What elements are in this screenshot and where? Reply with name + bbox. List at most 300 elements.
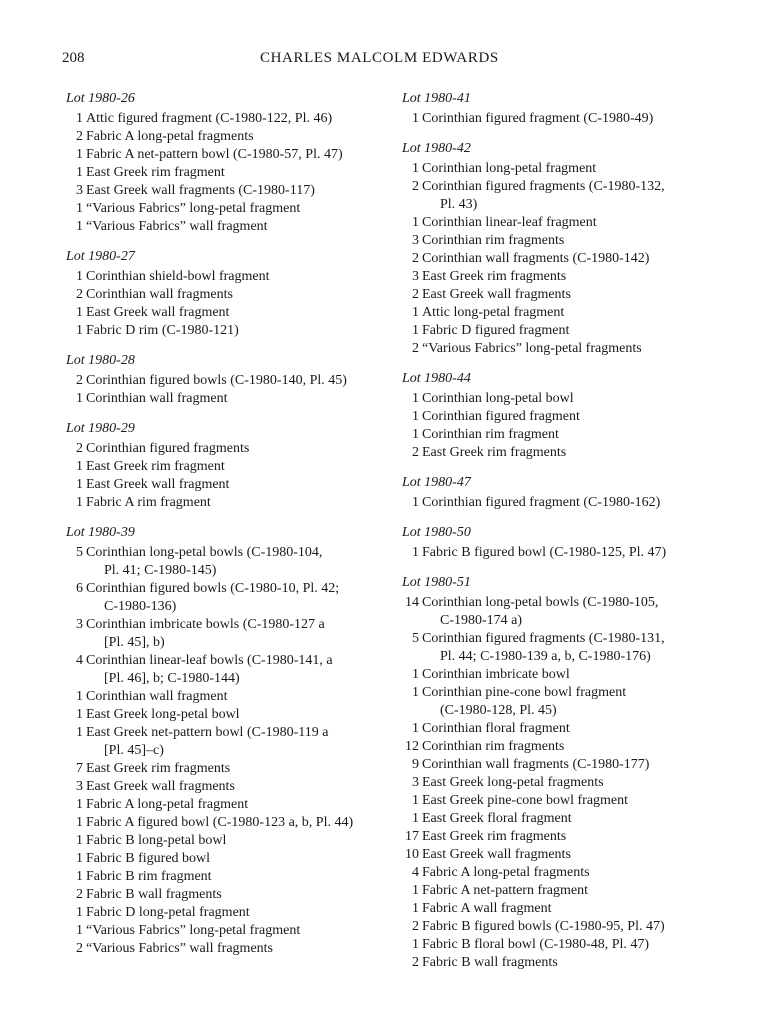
item-quantity: 1: [412, 323, 419, 338]
item-text: Corinthian wall fragment: [86, 391, 228, 406]
item-description: [422, 444, 702, 462]
item-quantity: 3: [412, 233, 419, 248]
item-continuation: [Pl. 45]–c): [104, 743, 164, 758]
item-text: Corinthian wall fragments (C-1980-142): [422, 251, 650, 266]
lot-item: [402, 738, 702, 756]
item-quantity: 1: [412, 545, 419, 560]
item-quantity: 3: [76, 617, 83, 632]
item-quantity: 1: [76, 851, 83, 866]
item-text: “Various Fabrics” long-petal fragment: [86, 201, 301, 216]
item-text: Fabric D rim (C-1980-121): [86, 323, 239, 338]
lot-item: [402, 954, 702, 972]
item-text: Fabric A rim fragment: [86, 495, 211, 510]
item-quantity: 1: [76, 815, 83, 830]
item-text: East Greek rim fragments: [422, 445, 567, 460]
lot-item: [66, 440, 386, 458]
item-text: Corinthian long-petal fragment: [422, 161, 597, 176]
item-description: [422, 810, 702, 828]
item-quantity: 5: [412, 631, 419, 646]
item-description: [422, 882, 702, 900]
item-description: [86, 832, 386, 850]
item-description: [86, 494, 386, 512]
lot-item: [66, 304, 386, 322]
item-text: Corinthian pine-cone bowl fragment: [422, 685, 627, 700]
item-description: [422, 340, 702, 358]
item-continuation: Pl. 41; C-1980-145): [104, 563, 217, 578]
lot-item: [66, 128, 386, 146]
lot-section: [66, 352, 386, 408]
item-quantity: 1: [412, 685, 419, 700]
item-text: Fabric A long-petal fragments: [422, 865, 590, 880]
lot-item: [402, 426, 702, 444]
item-description: [422, 286, 702, 304]
lot-item: [66, 286, 386, 304]
item-description: [422, 322, 702, 340]
item-text: Corinthian figured bowls (C-1980-10, Pl. 42;: [86, 581, 340, 596]
lot-title: Lot 1980-29: [66, 421, 135, 436]
item-text: East Greek rim fragment: [86, 459, 225, 474]
item-quantity: 4: [412, 865, 419, 880]
lot-item: [66, 458, 386, 476]
item-quantity: 2: [76, 287, 83, 302]
item-quantity: 1: [412, 409, 419, 424]
item-quantity: 1: [412, 495, 419, 510]
item-description: [86, 128, 386, 146]
item-description: [422, 268, 702, 286]
item-quantity: 2: [412, 287, 419, 302]
item-description: [86, 110, 386, 128]
lot-item-list: [402, 594, 702, 972]
lot-item: [66, 616, 386, 652]
lot-item: [402, 322, 702, 340]
item-text: Corinthian imbricate bowl: [422, 667, 570, 682]
item-description: [422, 594, 702, 630]
lot-item: [402, 250, 702, 268]
lot-item: [66, 146, 386, 164]
item-quantity: 1: [76, 689, 83, 704]
item-description: [86, 904, 386, 922]
item-text: Fabric B wall fragments: [86, 887, 222, 902]
item-text: East Greek long-petal bowl: [86, 707, 240, 722]
item-description: [86, 760, 386, 778]
item-text: Corinthian long-petal bowls (C-1980-105,: [422, 595, 659, 610]
lot-item: [66, 688, 386, 706]
item-description: [422, 232, 702, 250]
lot-section: [402, 370, 702, 462]
item-text: Fabric B floral bowl (C-1980-48, Pl. 47): [422, 937, 650, 952]
item-quantity: 1: [76, 923, 83, 938]
item-quantity: 1: [412, 111, 419, 126]
item-description: [422, 390, 702, 408]
lot-item: [66, 580, 386, 616]
item-quantity: 1: [412, 811, 419, 826]
item-quantity: 1: [76, 869, 83, 884]
item-continuation: [Pl. 46], b; C-1980-144): [104, 671, 240, 686]
item-text: Fabric B figured bowl: [86, 851, 211, 866]
item-continuation: Pl. 44; C-1980-139 a, b, C-1980-176): [440, 649, 651, 664]
lot-item-list: [402, 160, 702, 358]
lot-title: Lot 1980-51: [402, 575, 471, 590]
item-text: Fabric B figured bowl (C-1980-125, Pl. 47): [422, 545, 667, 560]
item-text: Fabric D figured fragment: [422, 323, 570, 338]
item-description: [422, 774, 702, 792]
item-quantity: 1: [76, 323, 83, 338]
item-description: [86, 886, 386, 904]
item-text: Corinthian linear-leaf fragment: [422, 215, 597, 230]
item-quantity: 1: [76, 269, 83, 284]
item-description: [422, 864, 702, 882]
lot-item-list: [402, 390, 702, 462]
item-text: East Greek rim fragments: [422, 829, 567, 844]
item-text: Corinthian long-petal bowl: [422, 391, 574, 406]
item-quantity: 2: [412, 251, 419, 266]
item-description: [422, 900, 702, 918]
item-text: East Greek wall fragment: [86, 477, 230, 492]
lot-item: [66, 904, 386, 922]
item-description: [86, 850, 386, 868]
item-text: Fabric A wall fragment: [422, 901, 552, 916]
item-text: Corinthian figured fragments: [86, 441, 250, 456]
item-quantity: 17: [405, 829, 419, 844]
item-description: [86, 200, 386, 218]
item-quantity: 7: [76, 761, 83, 776]
item-continuation: (C-1980-128, Pl. 45): [440, 703, 557, 718]
item-text: Corinthian figured bowls (C-1980-140, Pl. 45): [86, 373, 347, 388]
item-quantity: 1: [76, 391, 83, 406]
item-description: [422, 494, 702, 512]
lot-item: [402, 810, 702, 828]
item-quantity: 1: [76, 797, 83, 812]
lot-section: [66, 420, 386, 512]
item-quantity: 1: [76, 111, 83, 126]
item-text: “Various Fabrics” long-petal fragment: [86, 923, 301, 938]
lot-item: [66, 940, 386, 958]
item-quantity: 5: [76, 545, 83, 560]
item-text: Corinthian figured fragment: [422, 409, 580, 424]
item-description: [86, 652, 386, 688]
item-text: Attic long-petal fragment: [422, 305, 565, 320]
lot-item: [402, 544, 702, 562]
item-text: Corinthian figured fragment (C-1980-49): [422, 111, 654, 126]
item-quantity: 1: [412, 721, 419, 736]
item-description: [422, 828, 702, 846]
item-quantity: 2: [76, 941, 83, 956]
lot-item: [402, 684, 702, 720]
lot-item: [402, 882, 702, 900]
item-text: East Greek rim fragments: [422, 269, 567, 284]
item-quantity: 1: [412, 901, 419, 916]
lot-item: [66, 544, 386, 580]
lot-item: [66, 476, 386, 494]
item-description: [422, 426, 702, 444]
item-description: [86, 286, 386, 304]
item-quantity: 1: [412, 937, 419, 952]
lot-item: [66, 182, 386, 200]
item-description: [86, 268, 386, 286]
item-quantity: 1: [76, 201, 83, 216]
item-description: [422, 720, 702, 738]
lot-section: [66, 248, 386, 340]
lot-title: Lot 1980-47: [402, 475, 471, 490]
lot-item: [66, 814, 386, 832]
item-continuation: C-1980-174 a): [440, 613, 523, 628]
item-text: East Greek wall fragments (C-1980-117): [86, 183, 315, 198]
page-number: 208: [62, 50, 85, 66]
item-description: [422, 846, 702, 864]
lot-item: [402, 630, 702, 666]
item-description: [422, 214, 702, 232]
lot-section: [402, 140, 702, 358]
item-quantity: 3: [412, 775, 419, 790]
item-text: Fabric B long-petal bowl: [86, 833, 227, 848]
lot-title: Lot 1980-44: [402, 371, 471, 386]
item-text: “Various Fabrics” wall fragments: [86, 941, 273, 956]
item-text: East Greek wall fragments: [422, 847, 571, 862]
lot-section: [402, 90, 702, 128]
lot-item: [66, 268, 386, 286]
lot-item: [402, 214, 702, 232]
item-text: East Greek wall fragment: [86, 305, 230, 320]
item-quantity: 2: [412, 955, 419, 970]
lot-item: [66, 850, 386, 868]
item-text: Fabric A net-pattern fragment: [422, 883, 588, 898]
item-description: [86, 940, 386, 958]
lot-item-list: [66, 268, 386, 340]
item-description: [86, 796, 386, 814]
item-text: Fabric A figured bowl (C-1980-123 a, b, Pl. 44): [86, 815, 354, 830]
item-text: Corinthian floral fragment: [422, 721, 570, 736]
item-quantity: 12: [405, 739, 419, 754]
item-text: Corinthian long-petal bowls (C-1980-104,: [86, 545, 323, 560]
lot-item: [66, 724, 386, 760]
item-text: Corinthian wall fragments (C-1980-177): [422, 757, 650, 772]
lot-item-list: [66, 440, 386, 512]
item-description: [422, 684, 702, 720]
item-description: [86, 440, 386, 458]
lot-item: [66, 200, 386, 218]
lot-item: [402, 774, 702, 792]
item-description: [86, 724, 386, 760]
item-quantity: 1: [412, 215, 419, 230]
lot-title: Lot 1980-26: [66, 91, 135, 106]
lot-item: [402, 900, 702, 918]
item-continuation: Pl. 43): [440, 197, 478, 212]
item-text: East Greek pine-cone bowl fragment: [422, 793, 629, 808]
lot-item: [66, 796, 386, 814]
item-description: [86, 922, 386, 940]
item-quantity: 2: [76, 373, 83, 388]
item-description: [86, 458, 386, 476]
lot-item: [402, 232, 702, 250]
lot-title: Lot 1980-28: [66, 353, 135, 368]
item-quantity: 1: [76, 477, 83, 492]
item-text: Corinthian rim fragments: [422, 739, 565, 754]
lot-item: [66, 322, 386, 340]
item-text: East Greek floral fragment: [422, 811, 572, 826]
lot-section: [66, 90, 386, 236]
lot-item: [402, 304, 702, 322]
lot-item: [402, 286, 702, 304]
item-quantity: 1: [76, 147, 83, 162]
item-quantity: 2: [412, 179, 419, 194]
item-quantity: 10: [405, 847, 419, 862]
lot-item: [402, 494, 702, 512]
item-text: Fabric B figured bowls (C-1980-95, Pl. 47): [422, 919, 665, 934]
item-text: Corinthian rim fragment: [422, 427, 559, 442]
item-description: [422, 954, 702, 972]
item-quantity: 1: [412, 793, 419, 808]
lot-item: [66, 164, 386, 182]
item-quantity: 1: [412, 161, 419, 176]
item-description: [86, 868, 386, 886]
item-quantity: 2: [76, 441, 83, 456]
item-description: [422, 666, 702, 684]
item-description: [86, 814, 386, 832]
item-text: Corinthian linear-leaf bowls (C-1980-141, a: [86, 653, 333, 668]
item-quantity: 6: [76, 581, 83, 596]
item-description: [86, 580, 386, 616]
item-description: [86, 616, 386, 652]
item-description: [422, 756, 702, 774]
lot-item: [402, 408, 702, 426]
item-quantity: 4: [76, 653, 83, 668]
item-description: [422, 738, 702, 756]
lot-item: [66, 706, 386, 724]
lot-item: [66, 652, 386, 688]
item-text: East Greek long-petal fragments: [422, 775, 604, 790]
item-text: Fabric A long-petal fragments: [86, 129, 254, 144]
item-quantity: 1: [412, 883, 419, 898]
item-quantity: 3: [76, 779, 83, 794]
item-text: Corinthian wall fragment: [86, 689, 228, 704]
item-quantity: 1: [76, 165, 83, 180]
lot-item: [66, 390, 386, 408]
lot-item-list: [66, 110, 386, 236]
item-description: [86, 164, 386, 182]
item-text: Corinthian figured fragments (C-1980-132,: [422, 179, 665, 194]
item-description: [86, 476, 386, 494]
lot-title: Lot 1980-39: [66, 525, 135, 540]
item-text: Fabric B wall fragments: [422, 955, 558, 970]
item-description: [422, 178, 702, 214]
lot-item: [402, 666, 702, 684]
item-description: [86, 372, 386, 390]
item-description: [422, 792, 702, 810]
lot-section: [402, 524, 702, 562]
item-text: Corinthian imbricate bowls (C-1980-127 a: [86, 617, 325, 632]
lot-section: [402, 474, 702, 512]
item-quantity: 1: [412, 667, 419, 682]
lot-item: [402, 340, 702, 358]
item-text: Corinthian figured fragments (C-1980-131,: [422, 631, 665, 646]
lot-item-list: [66, 372, 386, 408]
lot-item: [402, 864, 702, 882]
lot-section: [402, 574, 702, 972]
item-continuation: C-1980-136): [104, 599, 177, 614]
item-description: [86, 688, 386, 706]
item-text: Corinthian figured fragment (C-1980-162): [422, 495, 661, 510]
lot-title: Lot 1980-50: [402, 525, 471, 540]
item-quantity: 14: [405, 595, 419, 610]
item-text: East Greek rim fragment: [86, 165, 225, 180]
lot-item: [402, 178, 702, 214]
lot-item: [402, 918, 702, 936]
lot-item: [402, 594, 702, 630]
item-quantity: 1: [76, 495, 83, 510]
lot-item: [402, 160, 702, 178]
lot-item: [66, 760, 386, 778]
left-column: [66, 90, 386, 970]
item-quantity: 1: [76, 905, 83, 920]
item-description: [422, 110, 702, 128]
lot-item: [66, 778, 386, 796]
item-description: [422, 630, 702, 666]
item-description: [86, 218, 386, 236]
item-text: Corinthian wall fragments: [86, 287, 233, 302]
item-quantity: 2: [412, 341, 419, 356]
lot-title: Lot 1980-42: [402, 141, 471, 156]
item-description: [86, 778, 386, 796]
item-continuation: [Pl. 45], b): [104, 635, 165, 650]
item-text: Fabric A net-pattern bowl (C-1980-57, Pl. 47): [86, 147, 343, 162]
page-header: [0, 50, 757, 74]
item-quantity: 3: [76, 183, 83, 198]
item-quantity: 2: [412, 919, 419, 934]
item-text: East Greek net-pattern bowl (C-1980-119 a: [86, 725, 329, 740]
running-head: CHARLES MALCOLM EDWARDS: [260, 50, 499, 66]
lot-item: [402, 390, 702, 408]
item-description: [422, 936, 702, 954]
item-quantity: 1: [76, 725, 83, 740]
item-text: Corinthian shield-bowl fragment: [86, 269, 270, 284]
lot-item: [402, 792, 702, 810]
lot-item-list: [402, 110, 702, 128]
lot-item: [402, 756, 702, 774]
lot-item: [66, 372, 386, 390]
item-quantity: 1: [76, 305, 83, 320]
item-description: [86, 544, 386, 580]
item-quantity: 9: [412, 757, 419, 772]
item-quantity: 1: [412, 391, 419, 406]
item-description: [422, 544, 702, 562]
item-description: [86, 706, 386, 724]
lot-item: [402, 828, 702, 846]
lot-title: Lot 1980-41: [402, 91, 471, 106]
lot-item-list: [402, 494, 702, 512]
lot-item: [66, 868, 386, 886]
lot-item: [402, 110, 702, 128]
item-text: East Greek wall fragments: [422, 287, 571, 302]
lot-section: [66, 524, 386, 958]
item-description: [422, 160, 702, 178]
item-text: “Various Fabrics” long-petal fragments: [422, 341, 642, 356]
item-description: [86, 146, 386, 164]
item-description: [422, 408, 702, 426]
item-text: “Various Fabrics” wall fragment: [86, 219, 268, 234]
item-description: [86, 304, 386, 322]
lot-item-list: [402, 544, 702, 562]
lot-item: [402, 846, 702, 864]
item-quantity: 1: [76, 459, 83, 474]
item-text: East Greek rim fragments: [86, 761, 231, 776]
item-description: [86, 322, 386, 340]
item-quantity: 1: [412, 305, 419, 320]
item-text: Fabric B rim fragment: [86, 869, 212, 884]
item-quantity: 1: [412, 427, 419, 442]
lot-item: [402, 720, 702, 738]
item-text: Corinthian rim fragments: [422, 233, 565, 248]
item-text: Attic figured fragment (C-1980-122, Pl. 46): [86, 111, 333, 126]
